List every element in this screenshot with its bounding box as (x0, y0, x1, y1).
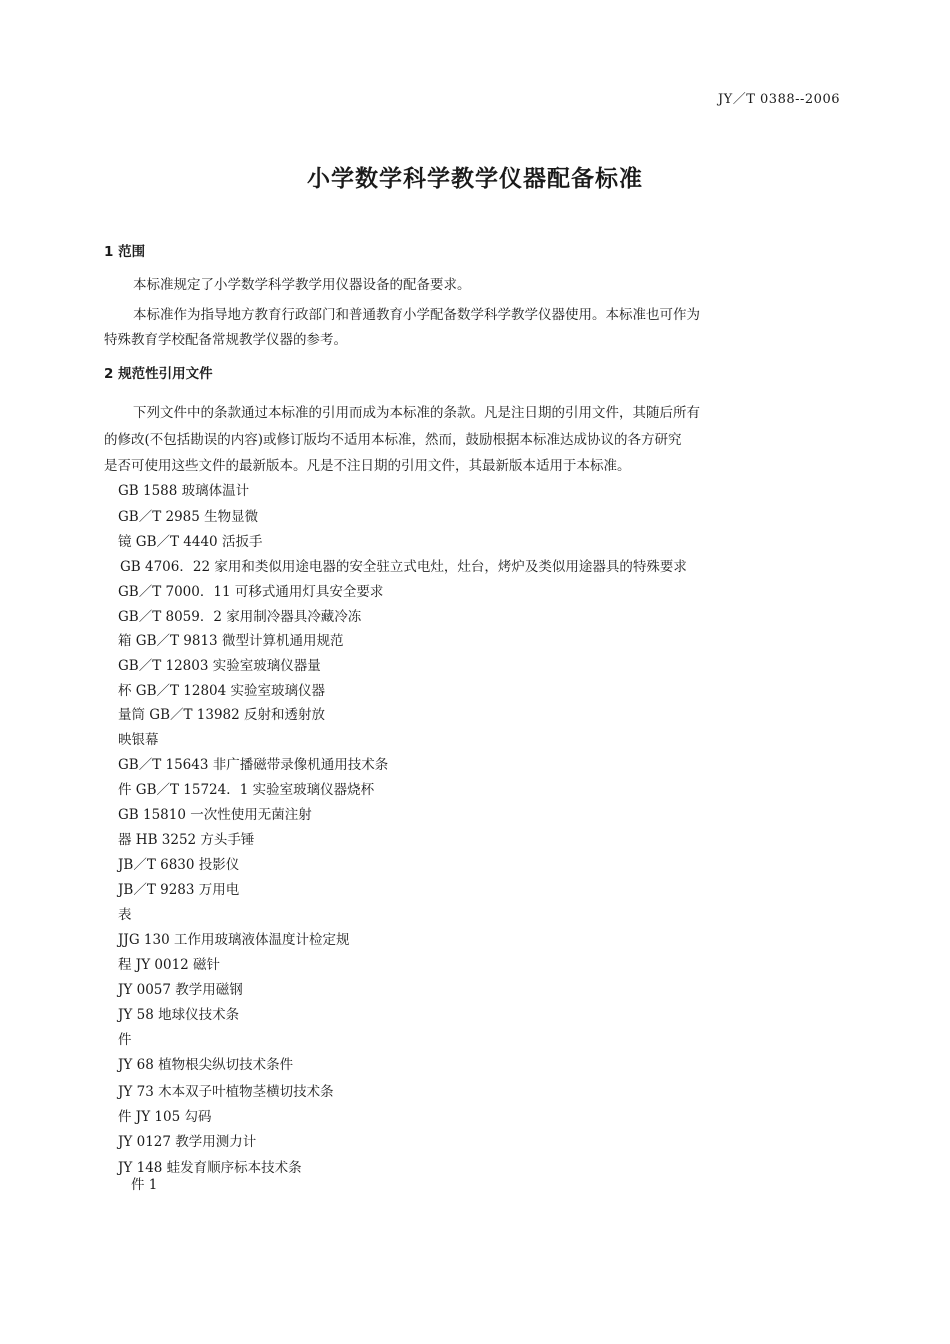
reference-line: JY 148 蛙发育顺序标本技术条 (118, 1160, 302, 1176)
paragraph-line: 本标准作为指导地方教育行政部门和普通教育小学配备数学科学教学仪器使用。本标准也可作为 (133, 307, 700, 323)
reference-line-trailing: 件 1 (131, 1177, 158, 1193)
reference-line: JY 73 木本双子叶植物茎横切技术条 (118, 1084, 334, 1100)
paragraph-line: 下列文件中的条款通过本标准的引用而成为本标准的条款。凡是注日期的引用文件，其随后所有 (133, 405, 700, 421)
section-heading-scope: 1 范围 (104, 244, 146, 260)
reference-line: 杯 GB／T 12804 实验室玻璃仪器 (118, 683, 326, 699)
reference-line: 箱 GB／T 9813 微型计算机通用规范 (118, 633, 344, 649)
reference-line: GB 15810 一次性使用无菌注射 (118, 807, 312, 823)
reference-line: 件 GB／T 15724．1 实验室玻璃仪器烧杯 (118, 782, 375, 798)
reference-line: 表 (118, 907, 132, 923)
reference-line: JB／T 9283 万用电 (118, 882, 240, 898)
reference-line: GB／T 7000．11 可移式通用灯具安全要求 (118, 584, 384, 600)
paragraph-line: 特殊教育学校配备常规教学仪器的参考。 (104, 332, 347, 348)
reference-line: GB／T 8059．2 家用制冷器具冷藏冷冻 (118, 609, 362, 625)
page-title: 小学数学科学教学仪器配备标准 (307, 166, 643, 192)
standard-code: JY／T 0388--2006 (717, 92, 840, 107)
paragraph-line: 的修改(不包括勘误的内容)或修订版均不适用本标准，然而，鼓励根据本标准达成协议的各方研究 (104, 432, 682, 448)
reference-line: GB／T 12803 实验室玻璃仪器量 (118, 658, 321, 674)
reference-line: JJG 130 工作用玻璃液体温度计检定规 (118, 932, 350, 948)
reference-line: GB 1588 玻璃体温计 (118, 483, 250, 499)
reference-line: GB／T 2985 生物显微 (118, 509, 259, 525)
reference-line: 件 JY 105 勾码 (118, 1109, 212, 1125)
reference-line: 镜 GB／T 4440 活扳手 (118, 534, 263, 550)
reference-line: JB／T 6830 投影仪 (118, 857, 240, 873)
section-heading-references: 2 规范性引用文件 (104, 366, 213, 382)
reference-line: JY 0127 教学用测力计 (118, 1134, 257, 1150)
reference-line: JY 68 植物根尖纵切技术条件 (118, 1057, 294, 1073)
paragraph-line: 本标准规定了小学数学科学教学用仪器设备的配备要求。 (133, 277, 471, 293)
reference-line: GB／T 15643 非广播磁带录像机通用技术条 (118, 757, 389, 773)
reference-line: GB 4706．22 家用和类似用途电器的安全驻立式电灶，灶台，烤炉及类似用途器具的特殊要求 (120, 559, 687, 575)
reference-line: 器 HB 3252 方头手锤 (118, 832, 255, 848)
reference-line: JY 0057 教学用磁钢 (118, 982, 243, 998)
reference-line: 映银幕 (118, 732, 159, 748)
reference-line: 件 (118, 1032, 132, 1048)
reference-line: 程 JY 0012 磁针 (118, 957, 221, 973)
reference-line: 量筒 GB／T 13982 反射和透射放 (118, 707, 326, 723)
reference-line: JY 58 地球仪技术条 (118, 1007, 240, 1023)
paragraph-line: 是否可使用这些文件的最新版本。凡是不注日期的引用文件，其最新版本适用于本标准。 (104, 458, 631, 474)
